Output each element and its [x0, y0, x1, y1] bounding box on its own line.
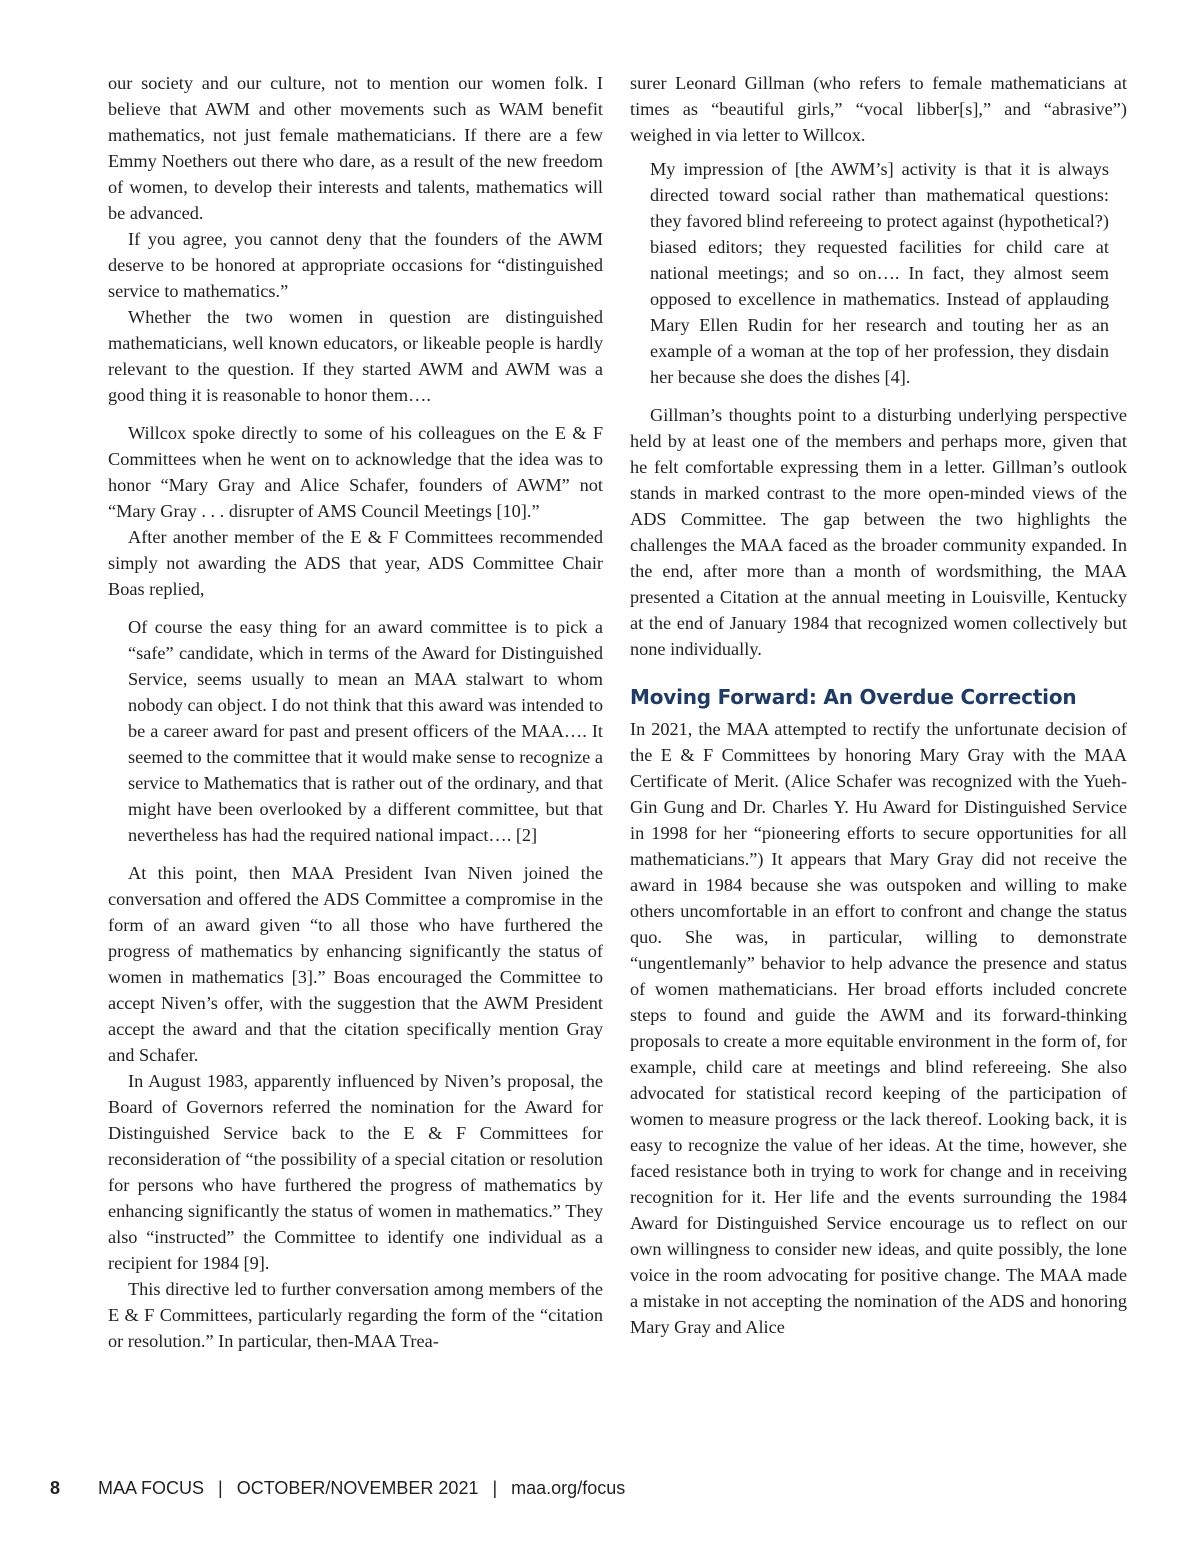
issue-date: OCTOBER/NOVEMBER 2021 — [236, 1478, 479, 1498]
website-link[interactable]: maa.org/focus — [511, 1478, 626, 1498]
paragraph: In 2021, the MAA attempted to rectify the unfortunate decision of the E & F Committees by honoring Mary Gray with the MAA Certificate of Merit. (Alice Schafer was recognized with the Yueh-Gin Gung and Dr. Charles Y. Hu Award for Distinguished Service in 1998 for her “pioneering efforts to secure opportunities for all mathematicians.”) It appears that Mary Gray did not receive the award in 1984 because she was outspoken and willing to make others uncomfortable in an effort to confront and change the status quo. She was, in particular, willing to demonstrate “ungentlemanly” behavior to help advance the presence and status of women mathematicians. Her broad efforts included concrete steps to found and guide the AWM and its forward-thinking proposals to create a more equitable environment in the form of, for example, child care at meetings and blind refereeing. She also advocated for statistical record keeping of the participation of women to measure progress or the lack thereof. Looking back, it is easy to recognize the value of her ideas. At the time, however, she faced resistance both in trying to work for change and in receiving recognition for it. Her life and the events surrounding the 1984 Award for Distinguished Service encourage us to reflect on our own willingness to consider new ideas, and quite possibly, the lone voice in the room advocating for positive change. The MAA made a mistake in not accepting the nomination of the ADS and honoring Mary Gray and Alice — [630, 719, 1127, 1337]
paragraph: Willcox spoke directly to some of his colleagues on the E & F Committees when he went on to acknowledge that the idea was to honor “Mary Gray and Alice Schafer, founders of AWM” not “Mary Gray . . . disrupter of AMS Council Meetings [10].” — [108, 423, 603, 521]
footer-separator: | — [492, 1478, 498, 1498]
paragraph: Gillman’s thoughts point to a disturbing underlying perspective held by at least one of the members and perhaps more, given that he felt comfortable expressing them in a letter. Gillman’s outlook stands in marked contrast to the more open-minded views of the ADS Committee. The gap between the two highlights the challenges the MAA faced as the broader community expanded. In the end, after more than a month of wordsmithing, the MAA presented a Citation at the annual meeting in Louisville, Kentucky at the end of January 1984 that recognized women collectively but none individually. — [630, 405, 1127, 659]
footer-separator: | — [218, 1478, 223, 1498]
paragraph: If you agree, you cannot deny that the founders of the AWM deserve to be honored at appropriate occasions for “distinguished service to mathematics.” — [108, 229, 603, 301]
publication-name: MAA FOCUS — [98, 1478, 205, 1498]
paragraph: After another member of the E & F Committees recommended simply not awarding the ADS that year, ADS Committee Chair Boas replied, — [108, 527, 603, 599]
left-column — [108, 70, 603, 1354]
paragraph: This directive led to further conversation among members of the E & F Committees, particularly regarding the form of the “citation or resolution.” In particular, then-MAA Trea- — [108, 1279, 603, 1351]
page-footer — [50, 1478, 625, 1499]
block-quote: My impression of [the AWM’s] activity is that it is always directed toward social rather than mathematical questions: they favored blind refereeing to protect against (hypothetical?) biased editors; they requested facilities for child care at national meetings; and so on…. In fact, they almost seem opposed to excellence in mathematics. Instead of applauding Mary Ellen Rudin for her research and touting her as an example of a woman at the top of her profession, they disdain her because she does the dishes [4]. — [650, 159, 1109, 387]
paragraph: At this point, then MAA President Ivan Niven joined the conversation and offered the ADS Committee a compromise in the form of an award given “to all those who have furthered the progress of mathematics by enhancing significantly the status of women in mathematics [3].” Boas encouraged the Committee to accept Niven’s offer, with the suggestion that the AWM President accept the award and that the citation specifically mention Gray and Schafer. — [108, 863, 603, 1065]
paragraph: Whether the two women in question are distinguished mathematicians, well known educators, or likeable people is hardly relevant to the question. If they started AWM and AWM was a good thing it is reasonable to honor them…. — [108, 307, 603, 405]
paragraph: our society and our culture, not to mention our women folk. I believe that AWM and other movements such as WAM benefit mathematics, not just female mathematicians. If there are a few Emmy Noethers out there who dare, as a result of the new freedom of women, to develop their interests and talents, mathematics will be advanced. — [108, 73, 603, 223]
paragraph: In August 1983, apparently influenced by Niven’s proposal, the Board of Governors referred the nomination for the Award for Distinguished Service back to the E & F Committees for reconsideration of “the possibility of a special citation or resolution for persons who have furthered the progress of mathematics by enhancing significantly the status of women in mathematics.” They also “instructed” the Committee to identify one individual as a recipient for 1984 [9]. — [108, 1071, 603, 1273]
section-heading: Moving Forward: An Overdue Correction — [630, 685, 1077, 709]
paragraph: surer Leonard Gillman (who refers to female mathematicians at times as “beautiful girls,” “vocal libber[s],” and “abrasive”) weighed in via letter to Willcox. — [630, 73, 1127, 145]
right-column — [630, 70, 1127, 1340]
block-quote: Of course the easy thing for an award committee is to pick a “safe” candidate, which in terms of the Award for Distinguished Service, seems usually to mean an MAA stalwart to whom nobody can object. I do not think that this award was intended to be a career award for past and present officers of the MAA…. It seemed to the committee that it would make sense to recognize a service to Mathematics that is rather out of the ordinary, and that might have been overlooked by a different committee, but that nevertheless has had the required national impact…. [2] — [128, 617, 603, 845]
page-number: 8 — [50, 1478, 61, 1498]
